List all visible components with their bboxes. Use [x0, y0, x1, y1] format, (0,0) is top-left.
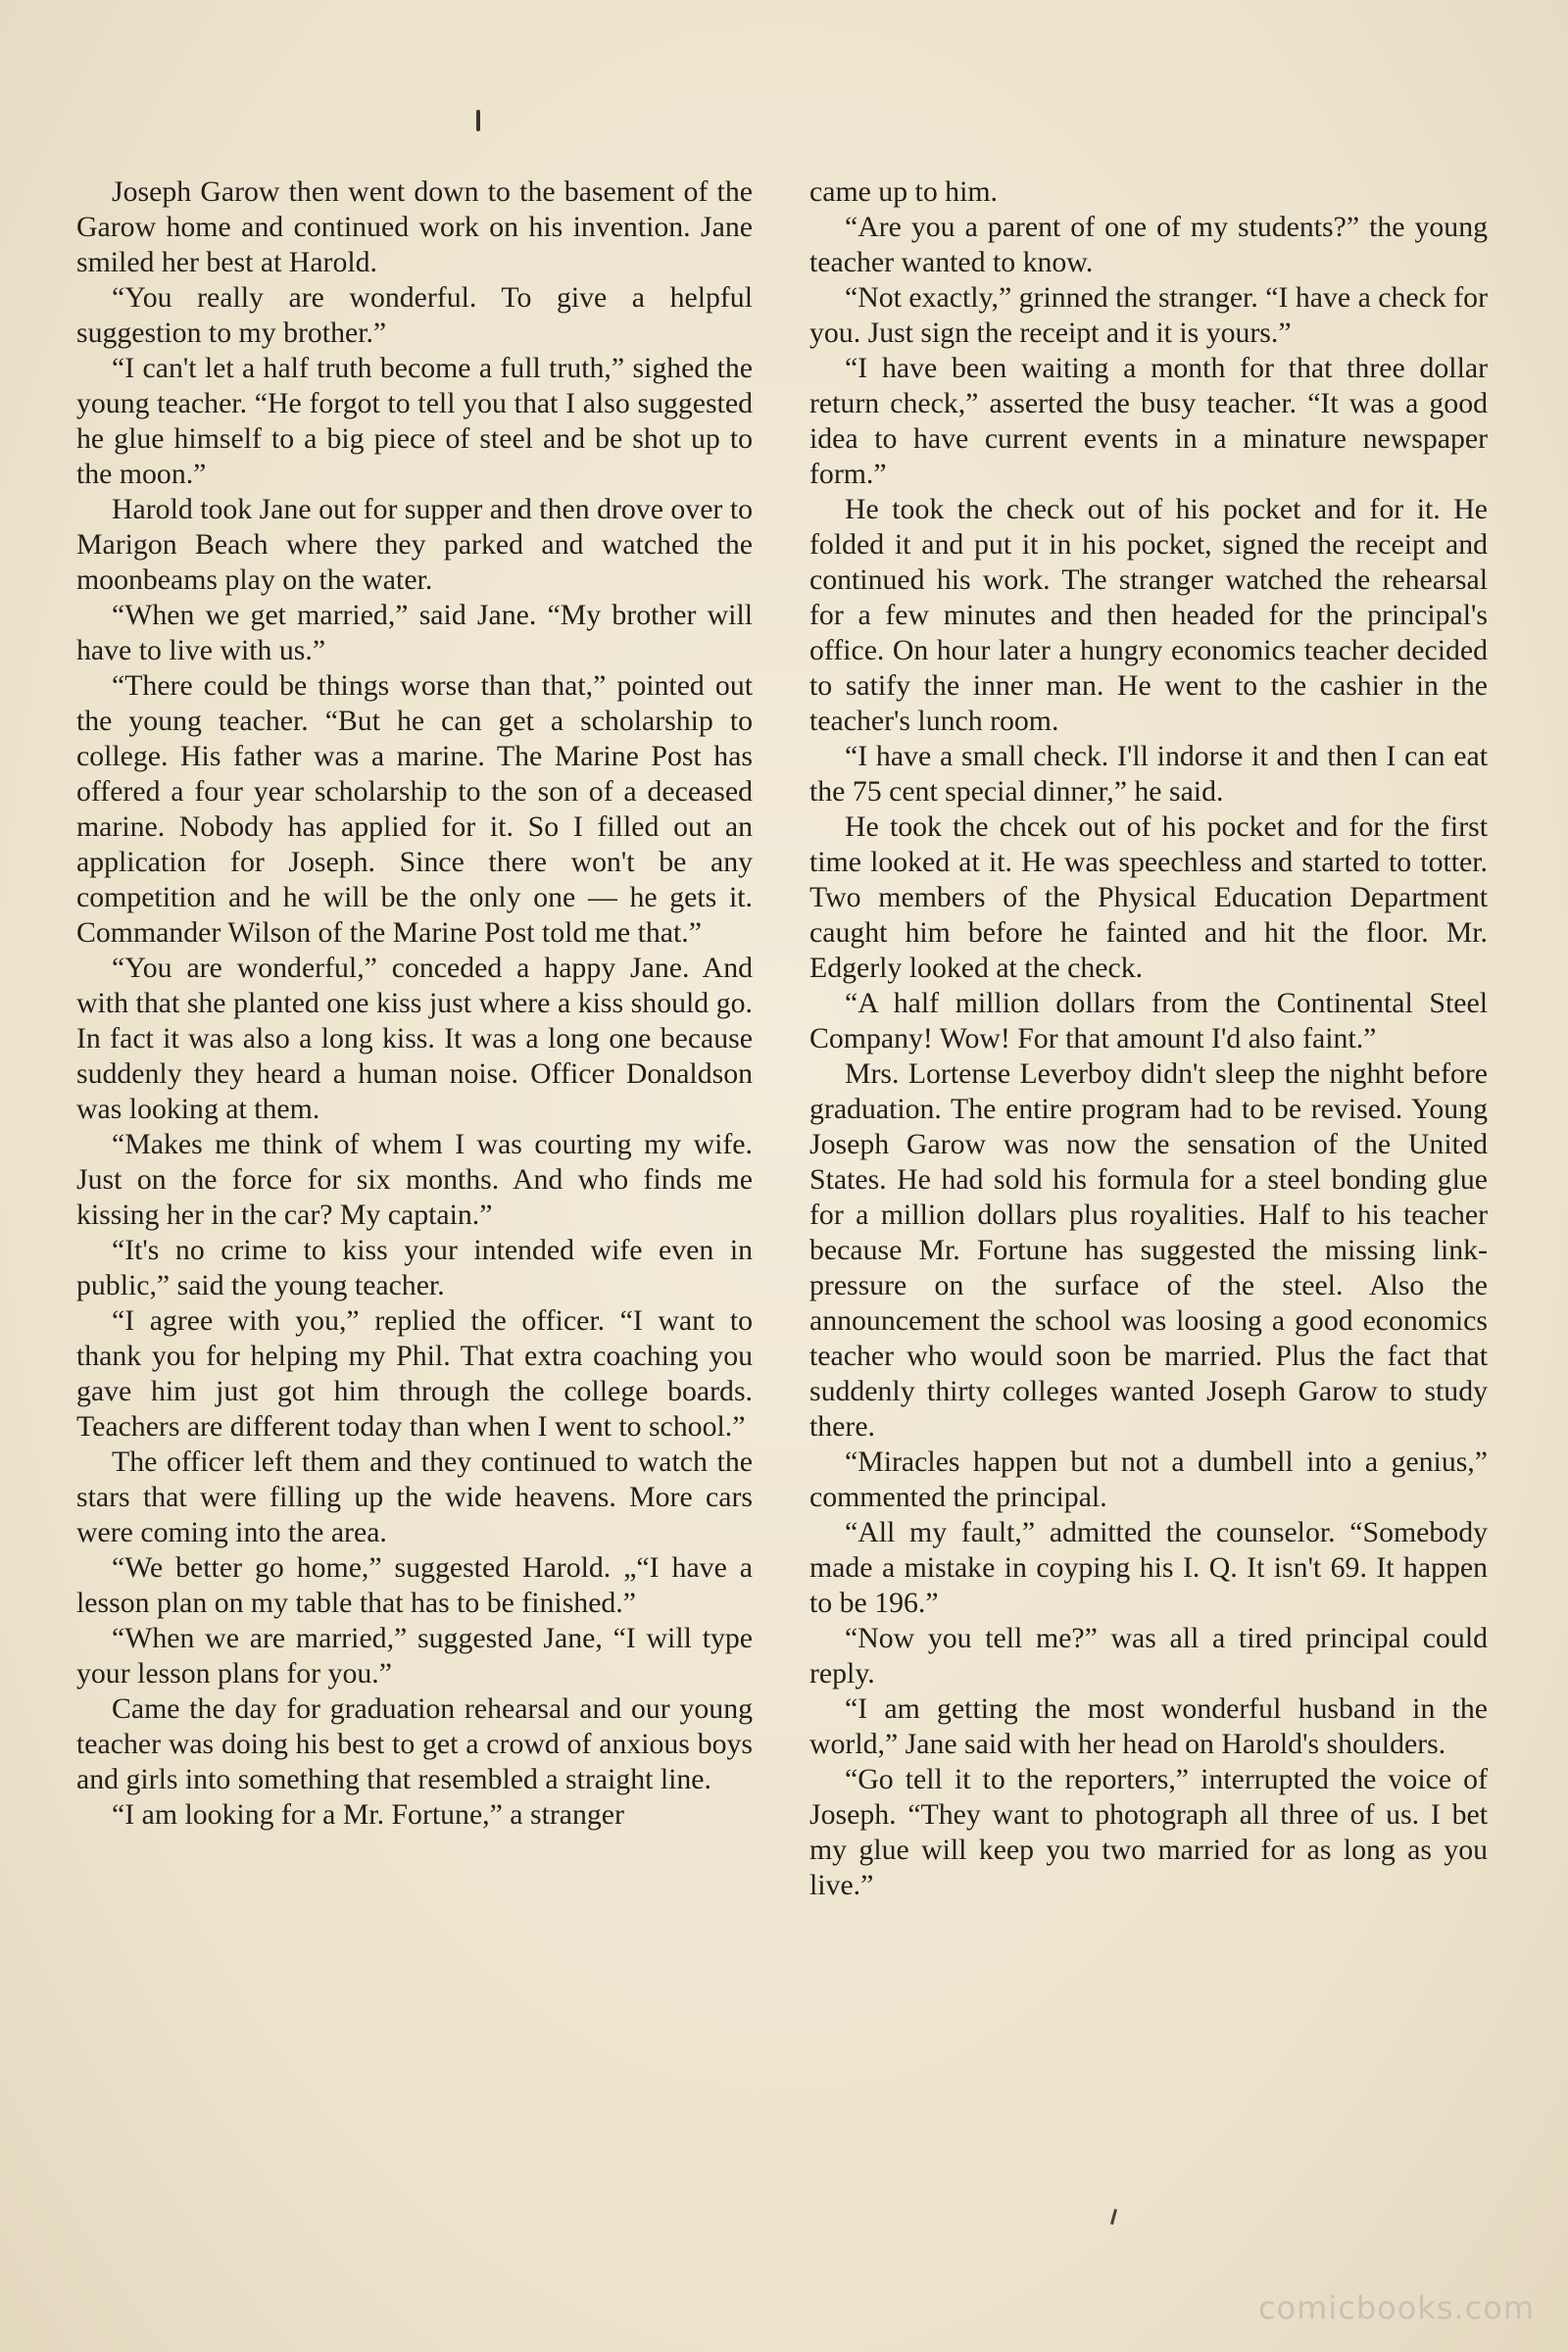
- paragraph-continuation: came up to him.: [809, 175, 998, 208]
- paragraph: “When we get married,” said Jane. “My brother will have to live with us.”: [76, 599, 753, 666]
- right-column: [809, 174, 1488, 1903]
- paragraph: “I agree with you,” replied the officer. “I want to thank you for helping my Phil. That extra coaching you gave him just got him through the college boards. Teachers are different today than when I went to school.”: [76, 1304, 753, 1443]
- paragraph: “There could be things worse than that,” pointed out the young teacher. “But he can get a scholarship to college. His father was a marine. The Marine Post has offered a four year scholarship to the son of a deceased marine. Nobody has applied for it. So I filled out an application for Joseph. Since there won't be any competition and he will be the only one — he gets it. Commander Wilson of the Marine Post told me that.”: [76, 669, 753, 949]
- paragraph: “When we are married,” suggested Jane, “I will type your lesson plans for you.”: [76, 1622, 753, 1690]
- paragraph: “Miracles happen but not a dumbell into a genius,” commented the principal.: [809, 1446, 1488, 1513]
- paragraph: “A half million dollars from the Continental Steel Company! Wow! For that amount I'd also faint.”: [809, 987, 1488, 1054]
- paragraph: Harold took Jane out for supper and then drove over to Marigon Beach where they parked and watched the moonbeams play on the water.: [76, 493, 753, 596]
- paragraph: “I have been waiting a month for that three dollar return check,” asserted the busy teacher. “It was a good idea to have current events in a minature newspaper form.”: [809, 352, 1488, 490]
- paragraph: “Makes me think of whem I was courting my wife. Just on the force for six months. And who finds me kissing her in the car? My captain.”: [76, 1128, 753, 1231]
- print-mark: [476, 110, 480, 131]
- print-mark: [1110, 2209, 1117, 2225]
- paragraph: “Now you tell me?” was all a tired principal could reply.: [809, 1622, 1488, 1690]
- watermark: comicbooks.com: [1257, 2289, 1535, 2327]
- paragraph: The officer left them and they continued to watch the stars that were filling up the wide heavens. More cars were coming into the area.: [76, 1446, 753, 1548]
- paragraph: “It's no crime to kiss your intended wife even in public,” said the young teacher.: [76, 1234, 753, 1301]
- paragraph: “All my fault,” admitted the counselor. “Somebody made a mistake in coyping his I. Q. It isn't 69. It happen to be 196.”: [809, 1516, 1488, 1619]
- left-column: [76, 174, 753, 1833]
- paragraph: Came the day for graduation rehearsal and our young teacher was doing his best to get a crowd of anxious boys and girls into something that resembled a straight line.: [76, 1692, 753, 1795]
- paragraph: Mrs. Lortense Leverboy didn't sleep the nighht before graduation. The entire program had to be revised. Young Joseph Garow was now the sensation of the United States. He had sold his formula for a steel bonding glue for a million dollars plus royalities. Half to his teacher because Mr. Fortune has suggested the missing link-pressure on the surface of the steel. Also the announcement the school was loosing a good economics teacher who would soon be married. Plus the fact that suddenly thirty colleges wanted Joseph Garow to study there.: [809, 1057, 1488, 1443]
- paragraph: “I am getting the most wonderful husband in the world,” Jane said with her head on Harold's shoulders.: [809, 1692, 1488, 1760]
- paragraph: “I can't let a half truth become a full truth,” sighed the young teacher. “He forgot to tell you that I also suggested he glue himself to a big piece of steel and be shot up to the moon.”: [76, 352, 753, 490]
- paragraph: “Go tell it to the reporters,” interrupted the voice of Joseph. “They want to photograph all three of us. I bet my glue will keep you two married for as long as you live.”: [809, 1763, 1488, 1901]
- paragraph: Joseph Garow then went down to the basement of the Garow home and continued work on his invention. Jane smiled her best at Harold.: [76, 175, 753, 278]
- paragraph: “Not exactly,” grinned the stranger. “I have a check for you. Just sign the receipt and it is yours.”: [809, 281, 1488, 349]
- paragraph: “We better go home,” suggested Harold. „“I have a lesson plan on my table that has to be finished.”: [76, 1551, 753, 1619]
- paragraph: “You are wonderful,” conceded a happy Jane. And with that she planted one kiss just where a kiss should go. In fact it was also a long kiss. It was a long one because suddenly they heard a human noise. Officer Donaldson was looking at them.: [76, 952, 753, 1125]
- paragraph: “I am looking for a Mr. Fortune,” a stranger: [112, 1798, 624, 1831]
- paragraph: “I have a small check. I'll indorse it and then I can eat the 75 cent special dinner,” he said.: [809, 740, 1488, 808]
- paragraph: “You really are wonderful. To give a helpful suggestion to my brother.”: [76, 281, 753, 349]
- paragraph: “Are you a parent of one of my students?” the young teacher wanted to know.: [809, 211, 1488, 278]
- paragraph: He took the check out of his pocket and for it. He folded it and put it in his pocket, signed the receipt and continued his work. The stranger watched the rehearsal for a few minutes and then headed for the principal's office. On hour later a hungry economics teacher decided to satify the inner man. He went to the cashier in the teacher's lunch room.: [809, 493, 1488, 737]
- paragraph: He took the chcek out of his pocket and for the first time looked at it. He was speechless and started to totter. Two members of the Physical Education Department caught him before he fainted and hit the floor. Mr. Edgerly looked at the check.: [809, 810, 1488, 984]
